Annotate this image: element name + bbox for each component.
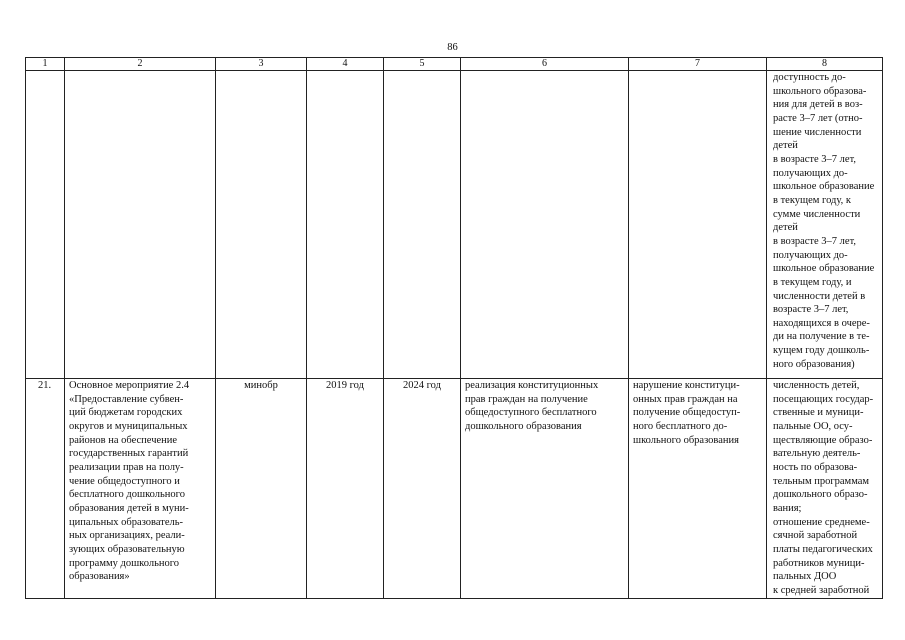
consequences-text: нарушение конституци- онных прав граждан на получение общедоступ- ного бесплатного до- школьного образования bbox=[633, 380, 741, 446]
activity-cell bbox=[65, 71, 216, 379]
row-number-cell bbox=[26, 379, 65, 599]
column-header-6: 6 bbox=[461, 58, 629, 71]
page-number: 86 bbox=[447, 42, 458, 53]
column-header-8: 8 bbox=[767, 58, 883, 71]
consequences-cell bbox=[629, 71, 767, 379]
column-header-row bbox=[26, 58, 883, 71]
end-year: 2024 год bbox=[403, 380, 441, 391]
executor-cell bbox=[216, 71, 307, 379]
document-table bbox=[25, 57, 883, 599]
indicator-text: численность детей, посещающих государ- ственные и муници- пальные ОО, осу- ществляющие образо- вательную деятель- ность по образова- тельным программам дошкольного образо- вания; отношение среднеме- сячной заработной платы педагогических работников муници- пальных ДОО к средней заработной bbox=[773, 380, 874, 596]
column-header-7: 7 bbox=[629, 58, 767, 71]
end-year-cell bbox=[384, 379, 461, 599]
indicator-text: доступность до- школьного образова- ния для детей в воз- расте 3–7 лет (отно- шение численности детей в возрасте 3–7 лет, получающих до- школьное образование в текущем году, к сумме численности детей в возрасте 3–7 лет, получающих до- школьное образование в текущем году, и численности детей в возрасте 3–7 лет, находящихся в очере- ди на получение в те- кущем году дошколь- ного образования) bbox=[773, 72, 875, 370]
table-row bbox=[26, 379, 883, 599]
column-header-2: 2 bbox=[65, 58, 216, 71]
activity-text: Основное мероприятие 2.4 «Предоставление субвен- ций бюджетам городских округов и муниципальных районов на обеспечение государственных гарантий реализации прав на полу- чение общедоступного и бесплатного дошкольного образования детей в муни- ципальных образователь- ных организациях, реали- зующих образовательную программу дошкольного образования» bbox=[69, 380, 190, 583]
row-number: 21. bbox=[38, 380, 52, 391]
column-header-1: 1 bbox=[26, 58, 65, 71]
start-year: 2019 год bbox=[326, 380, 364, 391]
expected-result-cell bbox=[461, 71, 629, 379]
indicator-cell bbox=[767, 379, 883, 599]
executor-cell bbox=[216, 379, 307, 599]
start-year-cell bbox=[307, 71, 384, 379]
row-number-cell bbox=[26, 71, 65, 379]
column-header-4: 4 bbox=[307, 58, 384, 71]
expected-result: реализация конституционных прав граждан на получение общедоступного бесплатного дошкольного образования bbox=[465, 380, 599, 432]
column-header-5: 5 bbox=[384, 58, 461, 71]
column-header-3: 3 bbox=[216, 58, 307, 71]
executor-text: минобр bbox=[244, 380, 278, 391]
indicator-cell bbox=[767, 71, 883, 379]
activity-cell bbox=[65, 379, 216, 599]
table-row bbox=[26, 71, 883, 379]
expected-result-cell bbox=[461, 379, 629, 599]
start-year-cell bbox=[307, 379, 384, 599]
consequences-cell bbox=[629, 379, 767, 599]
end-year-cell bbox=[384, 71, 461, 379]
